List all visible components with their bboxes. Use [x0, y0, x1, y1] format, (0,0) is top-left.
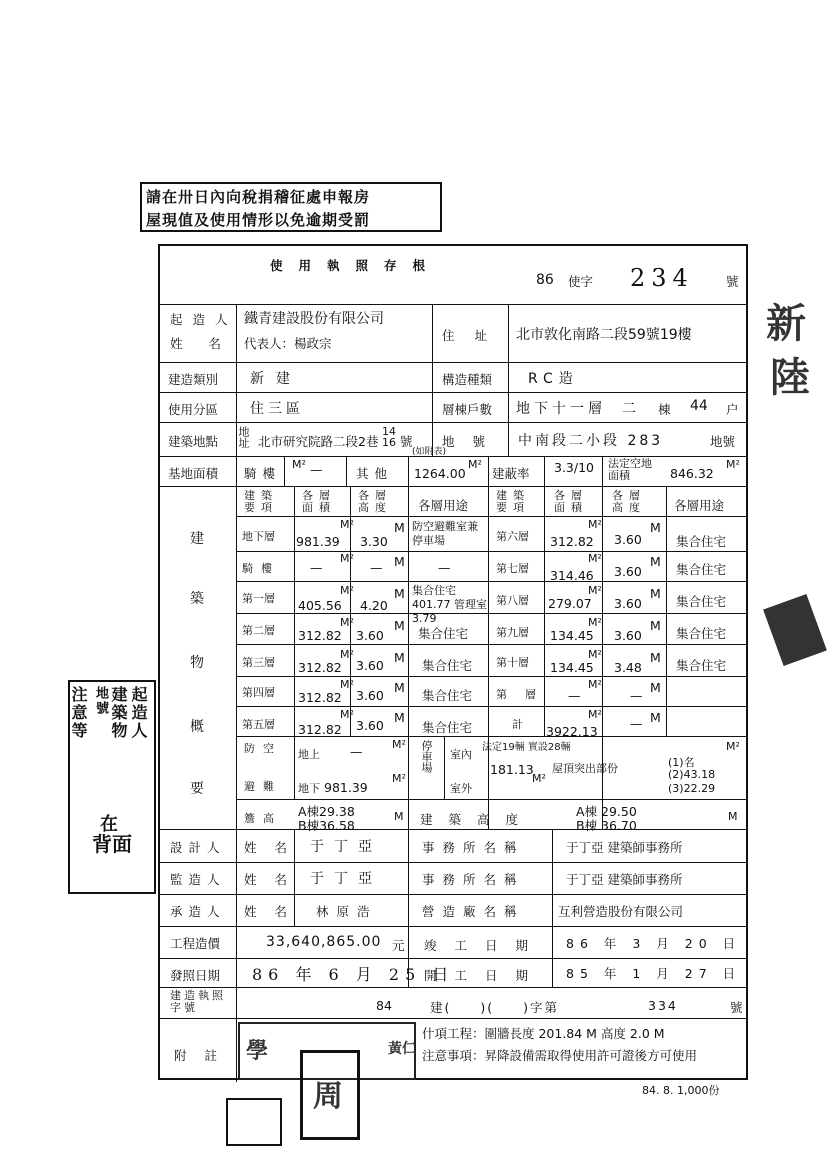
stamp-c: 黃仁 — [388, 1041, 416, 1057]
designer-label: 設計人 — [170, 840, 226, 855]
ov-header-height-l: 各層高度 — [358, 489, 392, 514]
struct-value: RC造 — [528, 371, 579, 387]
usage-value: 住三區 — [250, 401, 304, 417]
floors-value: 地下十一層 — [516, 401, 606, 417]
official-stamp — [300, 1050, 360, 1140]
applicant-label — [170, 308, 247, 358]
units-value: 44 — [690, 398, 708, 414]
eave-a: A棟29.38 — [298, 804, 355, 819]
notice-box — [140, 182, 442, 232]
legal-value: 846.32 — [670, 466, 714, 481]
permit-suffix: 號 — [730, 1000, 743, 1015]
overview-side-1: 建 — [190, 531, 204, 547]
contractor-office: 互利營造股份有限公司 — [558, 904, 684, 919]
permit-word: 建( )( )字第 — [430, 1000, 560, 1015]
site-arcade-val: — — [310, 462, 323, 477]
overview-side-3: 物 — [190, 655, 204, 671]
applicant-label2: 姓名 — [170, 336, 248, 351]
ov-header-item-l: 建築要項 — [244, 489, 278, 514]
eave-label: 簷高 — [244, 812, 282, 825]
remarks-line1: 什項工程：圍牆長度 201.84 M 高度 2.0 M — [422, 1026, 665, 1041]
remarks-label: 附註 — [174, 1048, 236, 1063]
bh-unit: M — [728, 810, 738, 823]
location-addr: 北市研究院路二段2巷 — [258, 434, 379, 449]
side-note-col3: 地號 — [93, 686, 108, 716]
form-title: 使用執照存根 — [270, 258, 442, 273]
cost-label: 工程造價 — [170, 936, 221, 951]
ov-header-use-l: 各層用途 — [418, 498, 469, 513]
parking-unit: M² — [532, 772, 546, 785]
ov-header-item-r: 建築要項 — [496, 489, 530, 514]
form-word: 使字 — [568, 274, 594, 289]
build-type-label: 建造類別 — [168, 372, 219, 387]
done-label: 竣工日期 — [424, 938, 547, 953]
issue-value: 86 年 6 月 25 日 — [252, 965, 455, 984]
applicant-addr-label: 住址 — [442, 328, 508, 343]
supervisor-name-label: 姓名 — [244, 872, 306, 887]
permit-year: 84 — [376, 998, 392, 1013]
site-arcade-unit: M² — [292, 458, 306, 471]
applicant-rep: 代表人：楊政宗 — [244, 336, 332, 351]
roof-label: 屋頂突出部份 — [552, 762, 618, 775]
designer-name: 于丁亞 — [310, 839, 382, 855]
lot-suffix: 地號 — [710, 434, 736, 449]
side-note-box — [68, 680, 156, 894]
applicant-addr: 北市敦化南路二段59號19樓 — [516, 327, 692, 343]
designer-office-label: 事務所名稱 — [422, 840, 525, 855]
ghost-mark-3 — [763, 594, 827, 666]
site-label: 基地面積 — [168, 466, 219, 481]
ov-header-area-l: 各層面積 — [302, 489, 336, 514]
overview-side-4: 概 — [190, 719, 204, 735]
designer-office: 于丁亞 建築師事務所 — [566, 840, 683, 855]
usage-label: 使用分區 — [168, 402, 219, 417]
applicant-company: 鐵青建設股份有限公司 — [244, 311, 384, 327]
permit-form: 使用執照存根 86 使字 234 號 起造人 姓名 鐵青建設股份有限公司 代表人：楊政宗 住址 北市敦化南路二段59號19樓 建造類別 新建 構造種類 RC造 使用分區 住三區 層棟戶數 地下十一層 二 棟 44 户 建築地點 地址 北市研究院路二段2巷 14 16 號 (如附表) 地號 中南段二小段 283 地號 基地面積 騎樓 M² — 其他 1264.00 M² 建蔽率 3.3/10 法定空地面積 846.32 M² 建 築 物 概 要 建築要項 各層面積 各層高度 各層用途 建築要項 各層面積 各層高度 各層用途 地下層 981.39 M² 3.30 M 防空避難室兼停車場 騎樓 — M² — M — 第一層 405.56 M² 4.20 M 集合住宅401.77 管理室3.79 第二層 312.82 M² 3.60 M 集合住宅 第三層 312.82 M² 3.60 M 集合住宅 第四層 312.82 M² 3.60 M 集合住宅 第五層 312.82 M² 3.60 M 集合住宅 第六層 312.82 M² 3.60 M 集合住宅 第七層 314.46 M² 3.60 M 集合住宅 第八層 279.07 M² 3.60 M 集合住宅 第九層 134.45 M² 3.60 M 集合住宅 第十層 134.45 M² 3.48 M 集合住宅 第層 — M² — M 計 3922.13 M² — M 防空 避難 地上 — M² 地下 981.39 M² 停車場 室內 法定19輛 實設28輛 181.13 室外 M² 屋頂突出部份 (1)名 (2)43.18 (3)22.29 M² 簷高 A棟29.38 B棟36.58 M 建築高度 A棟 29.50 B棟 36.70 M 設計人 姓名 于丁亞 事務所名稱 于丁亞 建築師事務所 監造人 姓名 于丁亞 事務所名稱 于丁亞 建築師事務所 承造人 姓名 林原浩 營造廠名稱 互利營造股份有限公司 工程造價 33,640,865.00 元 竣工日期 86 年 3 月 20 日 發照日期 86 年 6 月 25 日 開工日期 85 年 1 月 27 日 建造執照字號 84 建( )( )字第 334 號 附註 學 黃仁 什項工程：圍牆長度 201.84 M 高度 2.0 M 注意事項：昇降設備需取得使用許可證後方可使用 — [158, 244, 748, 1080]
shelter-up-unit: M² — [392, 738, 406, 751]
bh-label: 建築高度 — [420, 812, 535, 827]
coverage-label: 建蔽率 — [492, 466, 530, 481]
legal-label: 法定空地面積 — [608, 457, 652, 482]
start-label: 開工日期 — [424, 968, 547, 983]
ov-header-height-r: 各層高度 — [612, 489, 646, 514]
remarks-line2: 注意事項：昇降設備需取得使用許可證後方可使用 — [422, 1048, 698, 1063]
eave-unit: M — [394, 810, 404, 823]
permit-label: 建造執照字號 — [170, 989, 226, 1014]
site-arcade: 騎樓 — [244, 466, 282, 481]
location-addr-small: 地址 — [237, 426, 250, 448]
roof-val-2: (2)43.18 — [668, 768, 716, 781]
site-other-val: 1264.00 — [414, 466, 466, 481]
site-other: 其他 — [356, 466, 394, 481]
shelter-label-1: 防空 — [244, 742, 282, 755]
site-other-unit: M² — [468, 458, 482, 471]
lot-label: 地號 — [442, 434, 504, 449]
ov-header-use-r: 各層用途 — [674, 498, 725, 513]
floors-label: 層棟戶數 — [442, 402, 493, 417]
supervisor-label: 監造人 — [170, 872, 226, 887]
side-note-col2: 建築物 — [109, 686, 128, 740]
shelter-down: 地下 — [298, 782, 320, 795]
contractor-office-label: 營造廠名稱 — [422, 904, 525, 919]
small-stamp — [226, 1098, 282, 1146]
contractor-label: 承造人 — [170, 904, 226, 919]
bh-b: B棟 36.70 — [576, 818, 637, 833]
parking-out: 室外 — [450, 782, 472, 795]
side-note-back: 背面 — [92, 832, 132, 856]
ov-header-area-r: 各層面積 — [554, 489, 588, 514]
bh-a: A棟 29.50 — [576, 804, 637, 819]
buildings-value: 二 — [622, 401, 636, 417]
shelter-up: 地上 — [298, 748, 320, 761]
overview-side-2: 築 — [190, 591, 204, 607]
notice-line1: 請在卅日內向稅捐稽征處申報房 — [146, 188, 371, 206]
parking-in: 室內 — [450, 748, 472, 761]
cost-value: 33,640,865.00 — [266, 934, 382, 950]
cost-unit: 元 — [392, 938, 405, 953]
ghost-mark-2: 陸 — [770, 354, 810, 401]
parking-label: 停車場 — [420, 740, 433, 773]
legal-unit: M² — [726, 458, 740, 471]
location-label: 建築地點 — [168, 434, 219, 449]
permit-no: 334 — [648, 998, 678, 1013]
shelter-down-unit: M² — [392, 772, 406, 785]
side-note-col4: 注意等 — [69, 686, 88, 740]
build-type-value: 新建 — [250, 371, 302, 387]
parking-in-val: 181.13 — [490, 762, 534, 777]
roof-val-1: (1)名 — [668, 756, 695, 769]
issue-label: 發照日期 — [170, 968, 221, 983]
roof-unit: M² — [726, 740, 740, 753]
designer-name-label: 姓名 — [244, 840, 306, 855]
ghost-mark-1: 新 — [766, 300, 806, 347]
footer-print: 84. 8. 1,000份 — [642, 1084, 720, 1097]
units-word: 户 — [726, 402, 739, 417]
coverage-value: 3.3/10 — [554, 460, 594, 475]
side-note-col1: 起造人 — [129, 686, 148, 740]
applicant-label1: 起造人 — [170, 312, 238, 327]
location-no-suffix: 號 — [400, 434, 413, 449]
struct-label: 構造種類 — [442, 372, 493, 387]
shelter-down-val: 981.39 — [324, 780, 368, 795]
notice-line2: 屋現值及使用情形以免逾期受罰 — [146, 211, 371, 229]
form-year: 86 — [536, 272, 554, 288]
supervisor-office: 于丁亞 建築師事務所 — [566, 872, 683, 887]
roof-val-3: (3)22.29 — [668, 782, 716, 795]
done-value: 86 年 3 月 20 日 — [566, 936, 742, 951]
contractor-name: 林原浩 — [316, 904, 378, 919]
parking-note: 法定19輛 實設28輛 — [482, 742, 571, 753]
stamp-a: 學 — [246, 1038, 269, 1064]
eave-b: B棟36.58 — [298, 818, 355, 833]
overview-side-5: 要 — [190, 781, 204, 797]
shelter-up-val: — — [350, 744, 363, 759]
form-number-suffix: 號 — [726, 274, 739, 289]
official-stamp-char: 周 — [313, 1079, 343, 1114]
start-value: 85 年 1 月 27 日 — [566, 966, 742, 981]
location-note: (如附表) — [412, 447, 447, 457]
contractor-name-label: 姓名 — [244, 904, 306, 919]
shelter-label-2: 避難 — [244, 780, 282, 793]
buildings-unit: 棟 — [658, 402, 671, 417]
form-number: 234 — [630, 264, 694, 292]
lot-value: 中南段二小段 283 — [518, 433, 664, 449]
location-no: 14 16 — [382, 425, 396, 449]
supervisor-office-label: 事務所名稱 — [422, 872, 525, 887]
side-note-zai: 在 — [100, 814, 118, 835]
supervisor-name: 于丁亞 — [310, 871, 382, 887]
